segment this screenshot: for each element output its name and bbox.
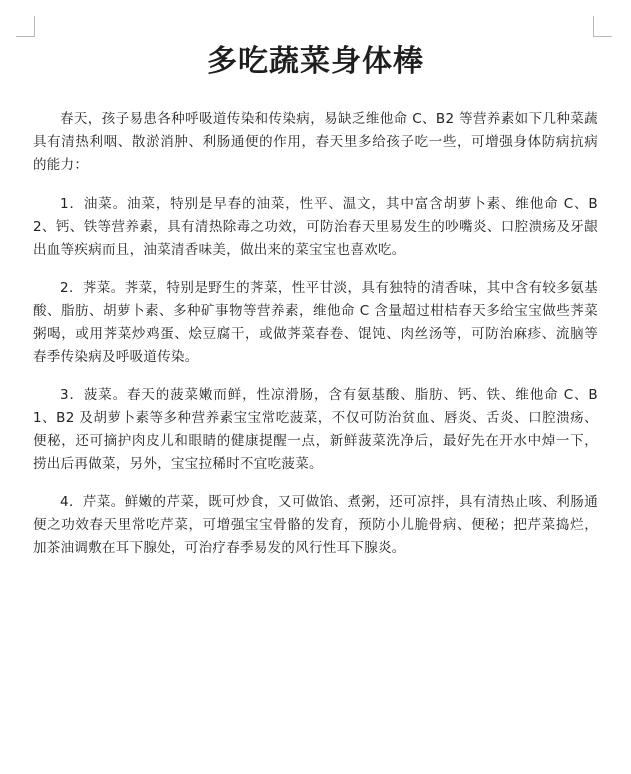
- paragraph-rapeseed: 1．油菜。油菜，特别是早春的油菜，性平、温文，其中富含胡萝卜素、维他命 C、B2、钙、铁等营养素，具有清热除毒之功效，可防治春天里易发生的吵嘴炎、口腔溃疡及牙龈出血等疾病而且，油菜清香味美，做出来的菜宝宝也喜欢吃。: [33, 196, 598, 258]
- document-body: [33, 108, 598, 575]
- document-title: 多吃蔬菜身体棒: [207, 44, 424, 79]
- intro-paragraph: 春天，孩子易患各种呼吸道传染和传染病，易缺乏维他命 C、B2 等营养素如下几种菜蔬具有清热利咽、散淤消肿、利肠通便的作用，春天里多给孩子吃一些，可增强身体防病抗病的能力：: [33, 111, 598, 173]
- paragraph-celery: 4．芹菜。鲜嫩的芹菜，既可炒食，又可做馅、煮粥，还可凉拌，具有清热止咳、利肠通便之功效春天里常吃芹菜，可增强宝宝骨骼的发育，预防小儿脆骨病、便秘；把芹菜捣烂，加茶油调敷在耳下腺处，可治疗春季易发的风行性耳下腺炎。: [33, 494, 598, 556]
- paragraph-shepherds-purse: 2．荠菜。荠菜，特别是野生的荠菜，性平甘淡，具有独特的清香味，其中含有较多氨基酸、脂肪、胡萝卜素、多种矿事物等营养素，维他命 C 含量超过柑桔春天多给宝宝做些荠菜粥喝，或用荠菜炒鸡蛋、烩豆腐干，或做荠菜春卷、馄饨、肉丝汤等，可防治麻疹、流脑等春季传染病及呼吸道传染。: [33, 280, 598, 365]
- page-corner-mark-top-right: [593, 16, 612, 37]
- paragraph-spinach: 3．菠菜。春天的菠菜嫩而鲜，性凉滑肠，含有氨基酸、脂肪、钙、铁、维他命 C、B1、B2 及胡萝卜素等多种营养素宝宝常吃菠菜，不仅可防治贫血、唇炎、舌炎、口腔溃疡、便秘，还可摘护肉皮儿和眼睛的健康提醒一点，新鲜菠菜洗净后，最好先在开水中焯一下，捞出后再做菜，另外，宝宝拉稀时不宜吃菠菜。: [33, 387, 598, 472]
- page-corner-mark-top-left: [16, 16, 35, 37]
